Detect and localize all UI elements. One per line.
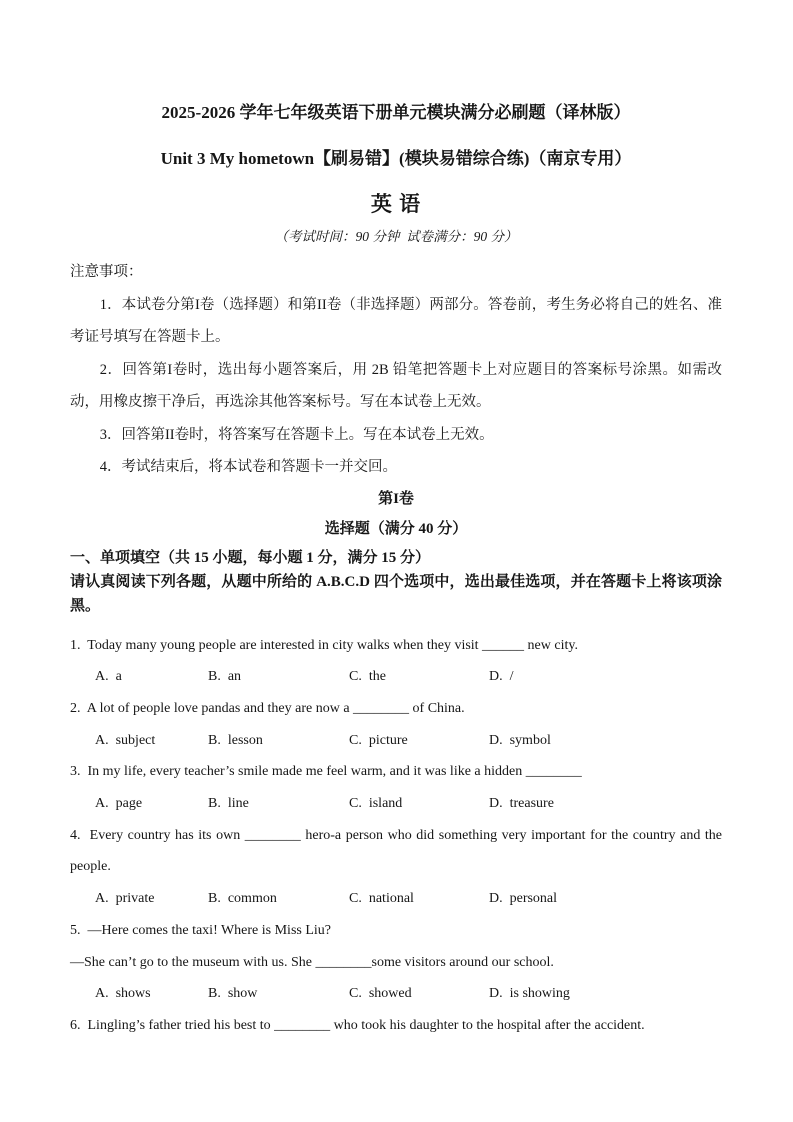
question-text: 5. —Here comes the taxi! Where is Miss Liu? — [70, 922, 332, 938]
option-a: A. subject — [95, 732, 156, 748]
options-row — [70, 883, 722, 915]
option-d: D. treasure — [489, 796, 554, 812]
question-text: 2. A lot of people love pandas and they are now a ________ of China. — [70, 700, 465, 716]
option-c: C. island — [349, 796, 403, 812]
option-d: D. personal — [489, 891, 558, 907]
option-b: B. an — [208, 669, 242, 685]
section-heading: 选择题（满分 40 分） — [324, 520, 468, 537]
question-6 — [70, 1010, 722, 1042]
question-text: 6. Lingling’s father tried his best to ________ who took his daughter to the hospital after the accident. — [70, 1017, 645, 1033]
exam-info: （考试时间：90 分钟 试卷满分：90 分） — [274, 229, 518, 244]
option-b: B. lesson — [208, 732, 263, 748]
subject-title: 英 语 — [370, 192, 422, 216]
subsection-heading: 一、单项填空（共 15 小题，每小题 1 分，满分 15 分） — [70, 549, 431, 566]
notice-item-4: 4．考试结束后，将本试卷和答题卡一并交回。 — [99, 459, 397, 475]
question-text: 4. Every country has its own ________ hero-a person who did something very important for the country and the people. — [70, 827, 726, 875]
option-d: D. / — [489, 669, 514, 685]
option-b: B. common — [208, 891, 277, 907]
questions-list — [70, 630, 726, 1042]
notice-item-1: 1．本试卷分第I卷（选择题）和第II卷（非选择题）两部分。答卷前，考生务必将自己的姓名、准考证号填写在答题卡上。 — [70, 296, 722, 345]
option-d: D. is showing — [489, 986, 570, 1002]
notice-title: 注意事项： — [70, 264, 143, 280]
question-text: 3. In my life, every teacher’s smile made me feel warm, and it was like a hidden ________ — [70, 764, 582, 780]
options-row — [70, 661, 722, 693]
option-b: B. line — [208, 796, 249, 812]
subsection-block — [70, 546, 722, 618]
part-heading: 第I卷 — [378, 490, 414, 507]
question-5 — [70, 915, 722, 1010]
question-2 — [70, 693, 722, 756]
notice-item-3: 3．回答第II卷时，将答案写在答题卡上。写在本试卷上无效。 — [99, 426, 494, 443]
option-c: C. national — [349, 891, 414, 907]
option-a: A. private — [95, 891, 155, 907]
section-instructions: 请认真阅读下列各题，从题中所给的 A.B.C.D 四个选项中，选出最佳选项，并在答题卡上将该项涂黑。 — [70, 573, 722, 614]
notice-block — [70, 256, 722, 484]
option-a: A. shows — [95, 986, 151, 1002]
option-d: D. symbol — [489, 732, 551, 748]
options-row — [70, 788, 722, 820]
option-b: B. show — [208, 986, 258, 1002]
option-c: C. picture — [349, 732, 408, 748]
option-c: C. showed — [349, 986, 412, 1002]
question-1 — [70, 630, 722, 693]
question-text: 1. Today many young people are interested in city walks when they visit ______ new city. — [70, 637, 578, 653]
question-3 — [70, 756, 722, 819]
options-row — [70, 725, 722, 757]
notice-item-2: 2．回答第I卷时，选出每小题答案后，用 2B 铅笔把答题卡上对应题目的答案标号涂黑。如需改动，用橡皮擦干净后，再选涂其他答案标号。写在本试卷上无效。 — [70, 361, 722, 410]
question-text-line2: —She can’t go to the museum with us. She ________some visitors around our school. — [70, 954, 554, 970]
exam-title: 2025-2026 学年七年级英语下册单元模块满分必刷题（译林版） — [161, 103, 631, 122]
unit-title: Unit 3 My hometown【刷易错】(模块易错综合练)（南京专用） — [160, 149, 632, 168]
question-4 — [70, 820, 726, 915]
option-a: A. page — [95, 796, 143, 812]
option-a: A. a — [95, 669, 122, 685]
options-row — [70, 978, 722, 1010]
option-c: C. the — [349, 669, 386, 685]
